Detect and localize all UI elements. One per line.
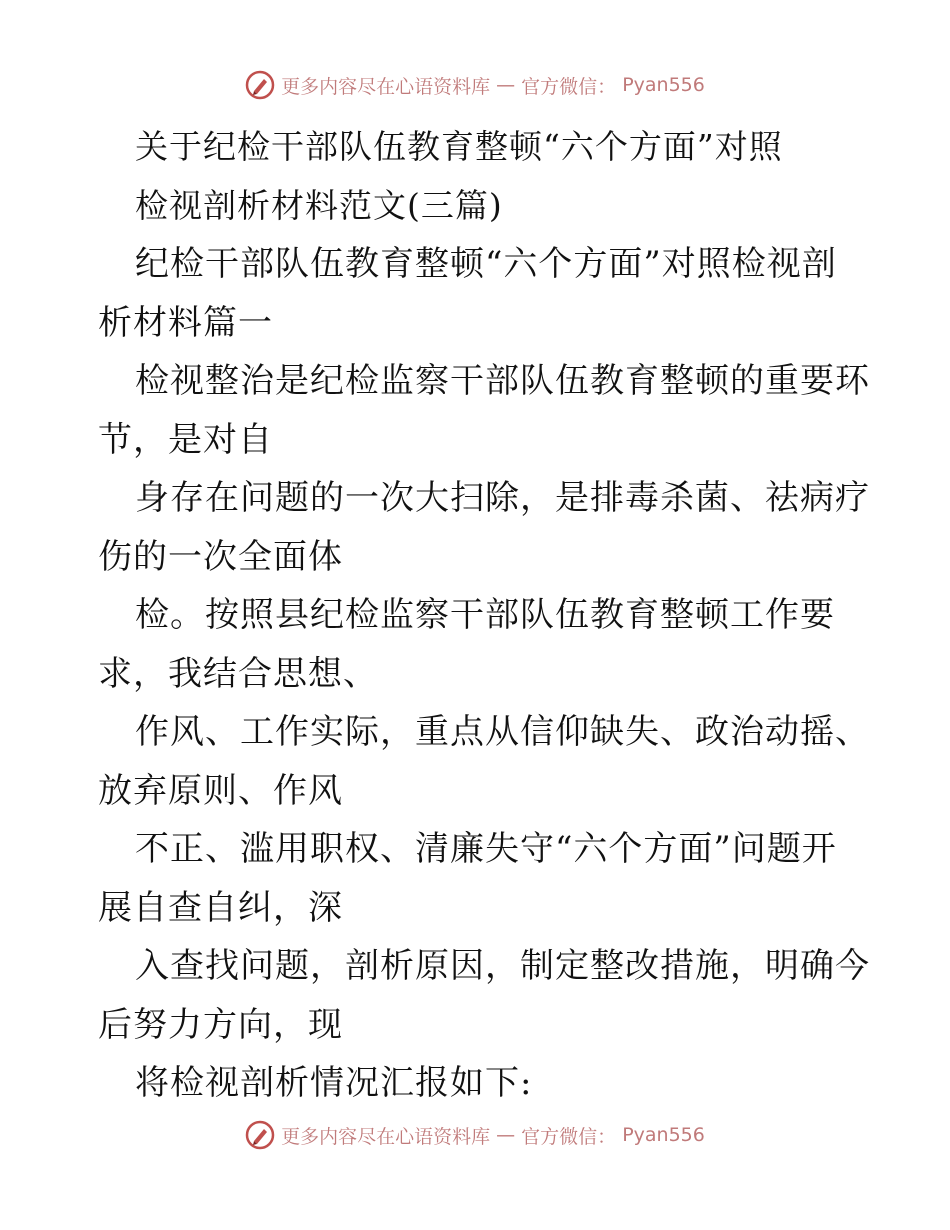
paragraph-line: 作风、工作实际，重点从信仰缺失、政治动摇、	[135, 712, 870, 752]
paragraph-line: 伤的一次全面体	[98, 536, 343, 577]
watermark-dash: —	[496, 1124, 516, 1146]
watermark-wechat-id: Pyan556	[622, 74, 705, 96]
watermark-text: 更多内容尽在心语资料库	[281, 1125, 491, 1148]
paragraph-line: 放弃原则、作风	[98, 770, 343, 811]
pen-logo-icon	[245, 70, 275, 100]
paragraph-line: 身存在问题的一次大扫除，是排毒杀菌、祛病疗	[135, 478, 870, 518]
paragraph-line: 后努力方向，现	[98, 1004, 343, 1045]
paragraph-line: 不正、滥用职权、清廉失守“六个方面”问题开	[135, 829, 837, 869]
watermark-text: 更多内容尽在心语资料库	[281, 75, 491, 98]
watermark-wechat-label: 官方微信：	[521, 1125, 617, 1148]
pen-logo-icon	[245, 1120, 275, 1150]
document-title: 关于纪检干部队伍教育整顿“六个方面”对照	[135, 127, 783, 166]
paragraph-line: 入查找问题，剖析原因，制定整改措施，明确今	[135, 946, 870, 986]
section-heading: 纪检干部队伍教育整顿“六个方面”对照检视剖	[135, 244, 837, 284]
section-heading-cont: 析材料篇一	[98, 302, 273, 343]
paragraph-line: 检视整治是纪检监察干部队伍教育整顿的重要环	[135, 361, 870, 401]
paragraph-line: 检。按照县纪检监察干部队伍教育整顿工作要	[135, 595, 835, 635]
document-title-cont: 检视剖析材料范文(三篇)	[135, 185, 503, 225]
paragraph-line: 节，是对自	[98, 419, 273, 460]
watermark-wechat-id: Pyan556	[622, 1124, 705, 1146]
watermark-dash: —	[496, 74, 516, 96]
watermark-header	[0, 70, 950, 100]
watermark-footer	[0, 1120, 950, 1150]
paragraph-line: 将检视剖析情况汇报如下:	[135, 1063, 533, 1103]
document-body	[98, 118, 870, 1113]
paragraph-line: 展自查自纠，深	[98, 887, 343, 928]
paragraph-line: 求，我结合思想、	[98, 653, 378, 694]
watermark-wechat-label: 官方微信：	[521, 75, 617, 98]
